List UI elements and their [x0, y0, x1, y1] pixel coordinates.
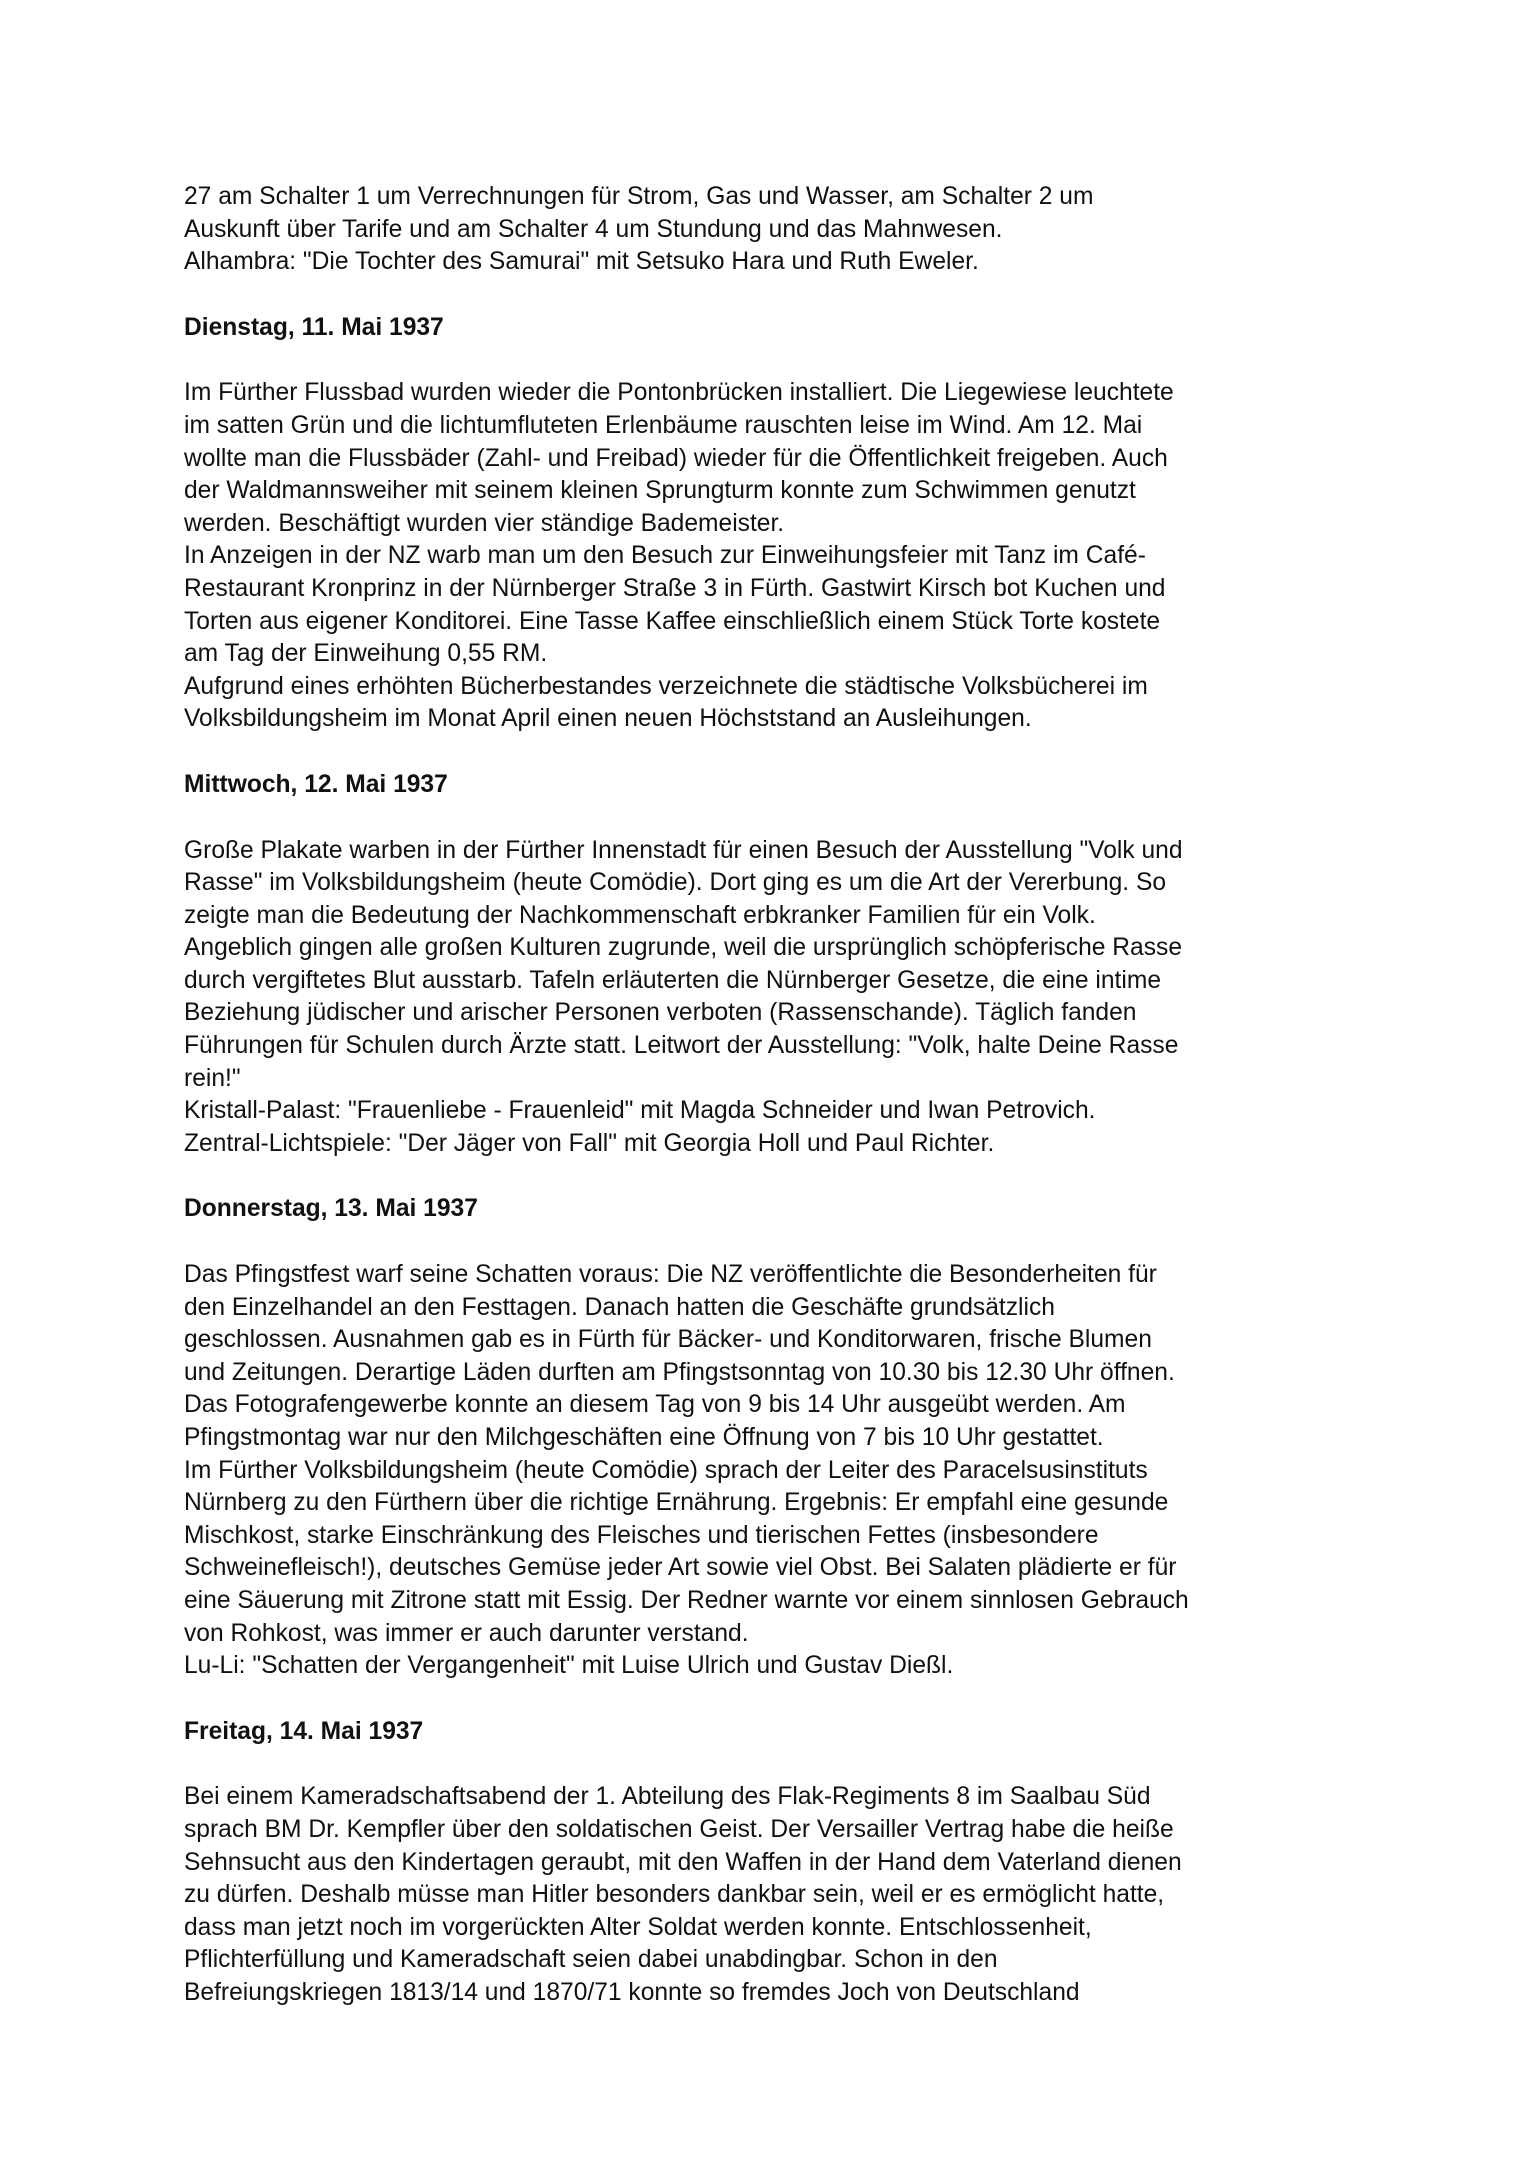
text-line: der Waldmannsweiher mit seinem kleinen Sprungturm konnte zum Schwimmen genutzt — [184, 477, 1136, 505]
text-line: Das Pfingstfest warf seine Schatten voraus: Die NZ veröffentlichte die Besonderheiten für — [184, 1261, 1157, 1289]
text-line: eine Säuerung mit Zitrone statt mit Essig. Der Redner warnte vor einem sinnlosen Gebrauch — [184, 1586, 1189, 1614]
text-line: zeigte man die Bedeutung der Nachkommenschaft erbkranker Familien für ein Volk. — [184, 901, 1096, 929]
text-line: Befreiungskriegen 1813/14 und 1870/71 konnte so fremdes Joch von Deutschland — [184, 1978, 1080, 2006]
intro-paragraph — [184, 181, 1354, 279]
text-line: Auskunft über Tarife und am Schalter 4 um Stundung und das Mahnwesen. — [184, 215, 1003, 243]
text-line: geschlossen. Ausnahmen gab es in Fürth für Bäcker- und Konditorwaren, frische Blumen — [184, 1326, 1152, 1354]
text-line: Mischkost, starke Einschränkung des Fleisches und tierischen Fettes (insbesondere — [184, 1521, 1099, 1549]
text-line: Pflichterfüllung und Kameradschaft seien dabei unabdingbar. Schon in den — [184, 1946, 998, 1974]
text-line: Rasse" im Volksbildungsheim (heute Comödie). Dort ging es um die Art der Vererbung. So — [184, 869, 1167, 897]
text-line: 27 am Schalter 1 um Verrechnungen für Strom, Gas und Wasser, am Schalter 2 um — [184, 183, 1094, 210]
text-line: Aufgrund eines erhöhten Bücherbestandes verzeichnete die städtische Volksbücherei im — [184, 672, 1148, 700]
text-line: dass man jetzt noch im vorgerückten Alter Soldat werden konnte. Entschlossenheit, — [184, 1913, 1092, 1941]
text-line: durch vergiftetes Blut ausstarb. Tafeln erläuterten die Nürnberger Gesetze, die eine intime — [184, 966, 1162, 994]
text-line: Beziehung jüdischer und arischer Personen verboten (Rassenschande). Täglich fanden — [184, 999, 1137, 1027]
text-line: Im Fürther Volksbildungsheim (heute Comödie) sprach der Leiter des Paracelsusinstituts — [184, 1456, 1148, 1484]
text-line: Kristall-Palast: "Frauenliebe - Frauenleid" mit Magda Schneider und Iwan Petrovich. — [184, 1097, 1096, 1125]
text-line: Im Fürther Flussbad wurden wieder die Pontonbrücken installiert. Die Liegewiese leuchtete — [184, 379, 1174, 407]
entry-date-heading: Mittwoch, 12. Mai 1937 — [184, 770, 448, 798]
text-line: Zentral-Lichtspiele: "Der Jäger von Fall" mit Georgia Holl und Paul Richter. — [184, 1129, 995, 1157]
text-line: wollte man die Flussbäder (Zahl- und Freibad) wieder für die Öffentlichkeit freigeben. Auch — [184, 444, 1168, 472]
text-line: Große Plakate warben in der Fürther Innenstadt für einen Besuch der Ausstellung "Volk und — [184, 836, 1183, 864]
text-line: von Rohkost, was immer er auch darunter verstand. — [184, 1619, 749, 1647]
entry-paragraph — [184, 835, 1354, 1161]
text-line: am Tag der Einweihung 0,55 RM. — [184, 640, 548, 668]
text-line: Führungen für Schulen durch Ärzte statt. Leitwort der Ausstellung: "Volk, halte Deine Rasse — [184, 1032, 1179, 1060]
text-line: Das Fotografengewerbe konnte an diesem Tag von 9 bis 14 Uhr ausgeübt werden. Am — [184, 1391, 1126, 1419]
text-line: Alhambra: "Die Tochter des Samurai" mit Setsuko Hara und Ruth Eweler. — [184, 248, 979, 276]
document-page — [184, 181, 1354, 2010]
text-line: im satten Grün und die lichtumfluteten Erlenbäume rauschten leise im Wind. Am 12. Mai — [184, 411, 1143, 439]
text-line: rein!" — [184, 1064, 241, 1092]
text-line: zu dürfen. Deshalb müsse man Hitler besonders dankbar sein, weil er es ermöglicht hatte, — [184, 1881, 1165, 1909]
entry-date-heading: Freitag, 14. Mai 1937 — [184, 1717, 424, 1745]
text-line: Angeblich gingen alle großen Kulturen zugrunde, weil die ursprünglich schöpferische Rasse — [184, 934, 1183, 962]
text-line: Restaurant Kronprinz in der Nürnberger Straße 3 in Fürth. Gastwirt Kirsch bot Kuchen und — [184, 574, 1166, 602]
text-line: Lu-Li: "Schatten der Vergangenheit" mit Luise Ulrich und Gustav Dießl. — [184, 1652, 954, 1680]
entry-paragraph — [184, 377, 1354, 736]
entry-date-heading: Dienstag, 11. Mai 1937 — [184, 313, 444, 341]
entry-date-heading: Donnerstag, 13. Mai 1937 — [184, 1195, 478, 1223]
text-line: Nürnberg zu den Fürthern über die richtige Ernährung. Ergebnis: Er empfahl eine gesunde — [184, 1489, 1169, 1517]
text-line: sprach BM Dr. Kempfler über den soldatischen Geist. Der Versailler Vertrag habe die heiße — [184, 1815, 1174, 1843]
text-line: Pfingstmontag war nur den Milchgeschäften eine Öffnung von 7 bis 10 Uhr gestattet. — [184, 1424, 1104, 1451]
text-line: und Zeitungen. Derartige Läden durften am Pfingstsonntag von 10.30 bis 12.30 Uhr öffnen. — [184, 1358, 1175, 1386]
entry-paragraph — [184, 1781, 1354, 2009]
text-line: den Einzelhandel an den Festtagen. Danach hatten die Geschäfte grundsätzlich — [184, 1293, 1055, 1321]
text-line: Schweinefleisch!), deutsches Gemüse jeder Art sowie viel Obst. Bei Salaten plädierte er für — [184, 1554, 1177, 1582]
text-line: In Anzeigen in der NZ warb man um den Besuch zur Einweihungsfeier mit Tanz im Café- — [184, 542, 1146, 570]
entry-paragraph — [184, 1259, 1354, 1683]
text-line: Volksbildungsheim im Monat April einen neuen Höchststand an Ausleihungen. — [184, 705, 1032, 733]
text-line: Sehnsucht aus den Kindertagen geraubt, mit den Waffen in der Hand dem Vaterland dienen — [184, 1848, 1182, 1876]
text-line: Bei einem Kameradschaftsabend der 1. Abteilung des Flak-Regiments 8 im Saalbau Süd — [184, 1783, 1151, 1811]
text-line: werden. Beschäftigt wurden vier ständige Bademeister. — [184, 509, 785, 537]
text-line: Torten aus eigener Konditorei. Eine Tasse Kaffee einschließlich einem Stück Torte kostete — [184, 607, 1161, 635]
